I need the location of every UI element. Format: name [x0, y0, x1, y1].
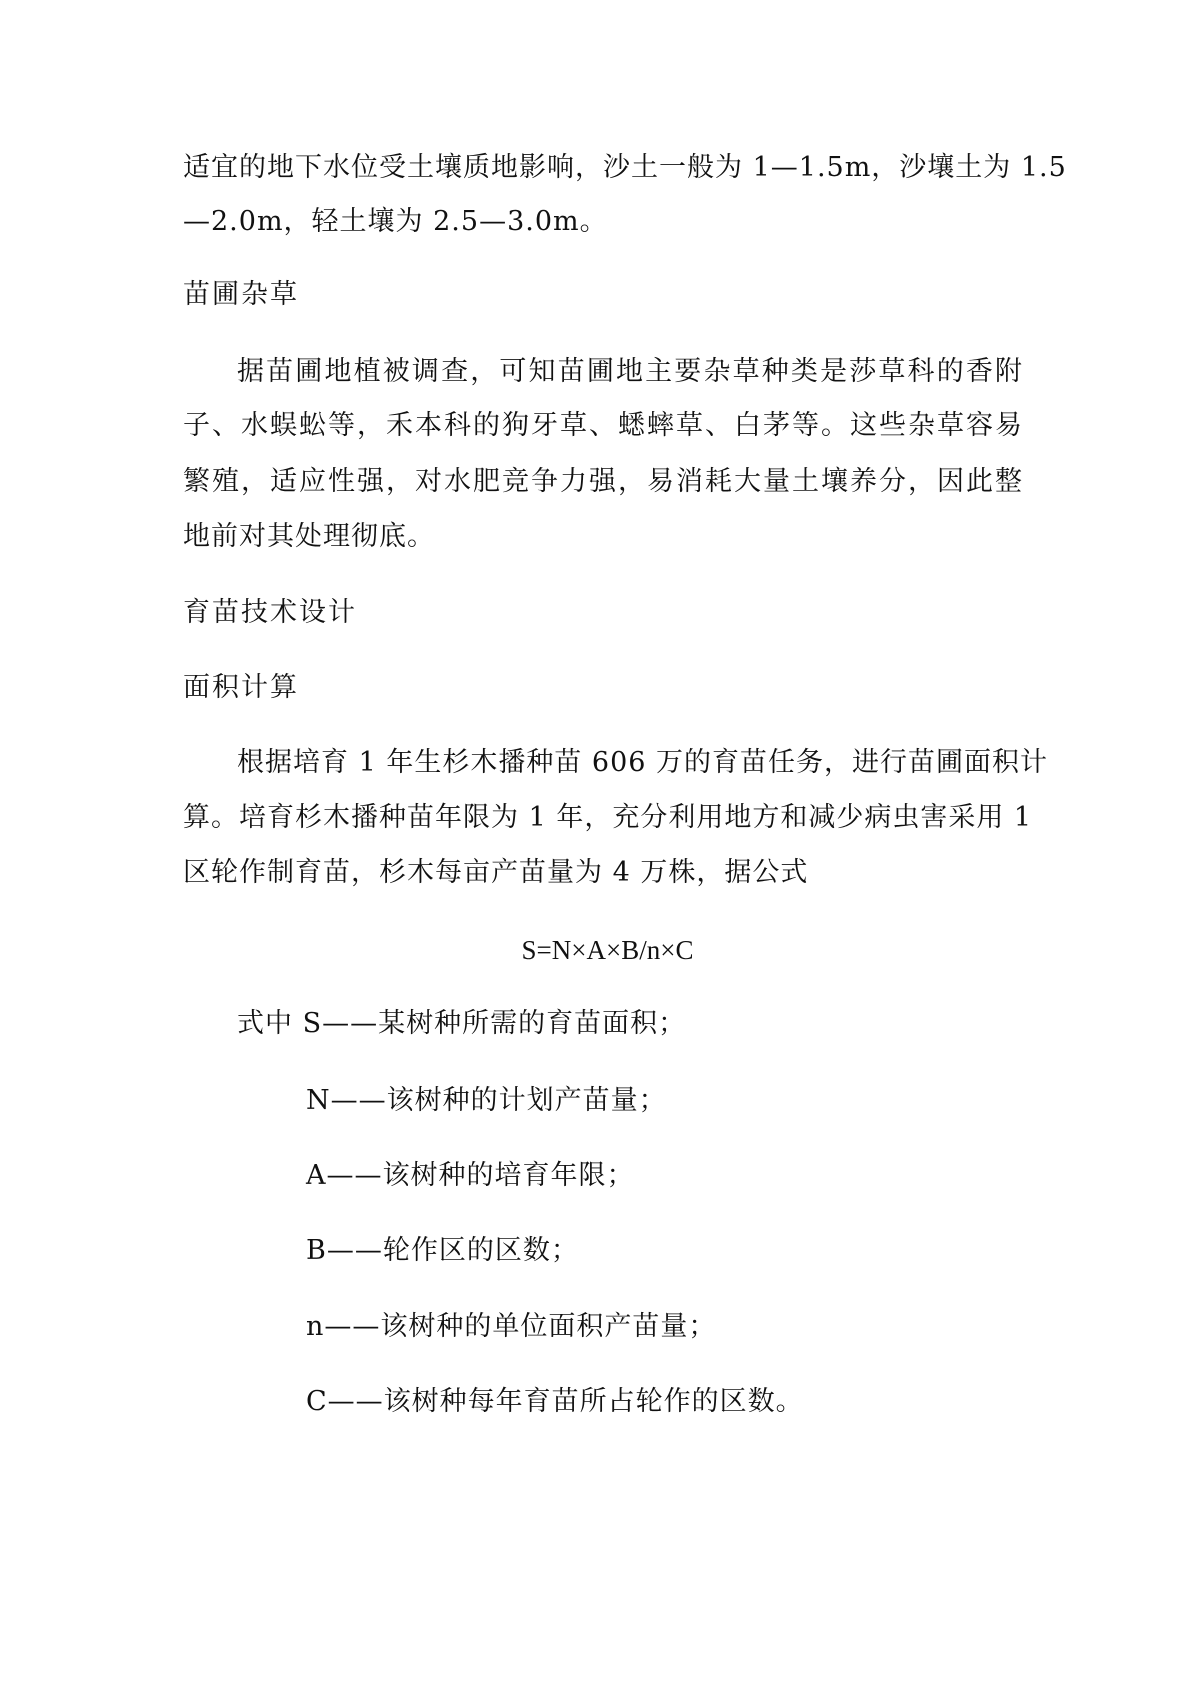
section-heading-area: 面积计算: [183, 672, 299, 703]
paragraph-line: 地前对其处理彻底。: [183, 521, 435, 552]
paragraph-line: —2.0m，轻土壤为 2.5—3.0m。: [183, 206, 608, 237]
paragraph-line: 适宜的地下水位受土壤质地影响，沙土一般为 1—1.5m，沙壤土为 1.5: [183, 152, 1067, 183]
definition-intro: 式中 S——某树种所需的育苗面积；: [237, 1008, 687, 1039]
paragraph-line: 区轮作制育苗，杉木每亩产苗量为 4 万株，据公式: [183, 857, 809, 888]
paragraph-line: 繁殖，适应性强，对水肥竞争力强，易消耗大量土壤养分，因此整: [183, 466, 1023, 497]
section-heading-weeds: 苗圃杂草: [183, 279, 299, 310]
definition-item: A——该树种的培育年限；: [306, 1160, 635, 1191]
paragraph-line: 据苗圃地植被调查，可知苗圃地主要杂草种类是莎草科的香附: [237, 356, 1023, 387]
definition-item: B——轮作区的区数；: [306, 1235, 579, 1266]
paragraph-line: 子、水蜈蚣等，禾本科的狗牙草、蟋蟀草、白茅等。这些杂草容易: [183, 410, 1023, 441]
definition-item: N——该树种的计划产苗量；: [306, 1085, 667, 1116]
paragraph-line: 根据培育 1 年生杉木播种苗 606 万的育苗任务，进行苗圃面积计: [237, 747, 1049, 778]
paragraph-line: 算。培育杉木播种苗年限为 1 年，充分利用地方和减少病虫害采用 1: [183, 802, 1033, 833]
definition-item: C——该树种每年育苗所占轮作的区数。: [306, 1386, 804, 1417]
section-heading-design: 育苗技术设计: [183, 597, 357, 628]
definition-item: n——该树种的单位面积产苗量；: [306, 1311, 717, 1342]
formula: S=N×A×B/n×C: [521, 935, 694, 965]
